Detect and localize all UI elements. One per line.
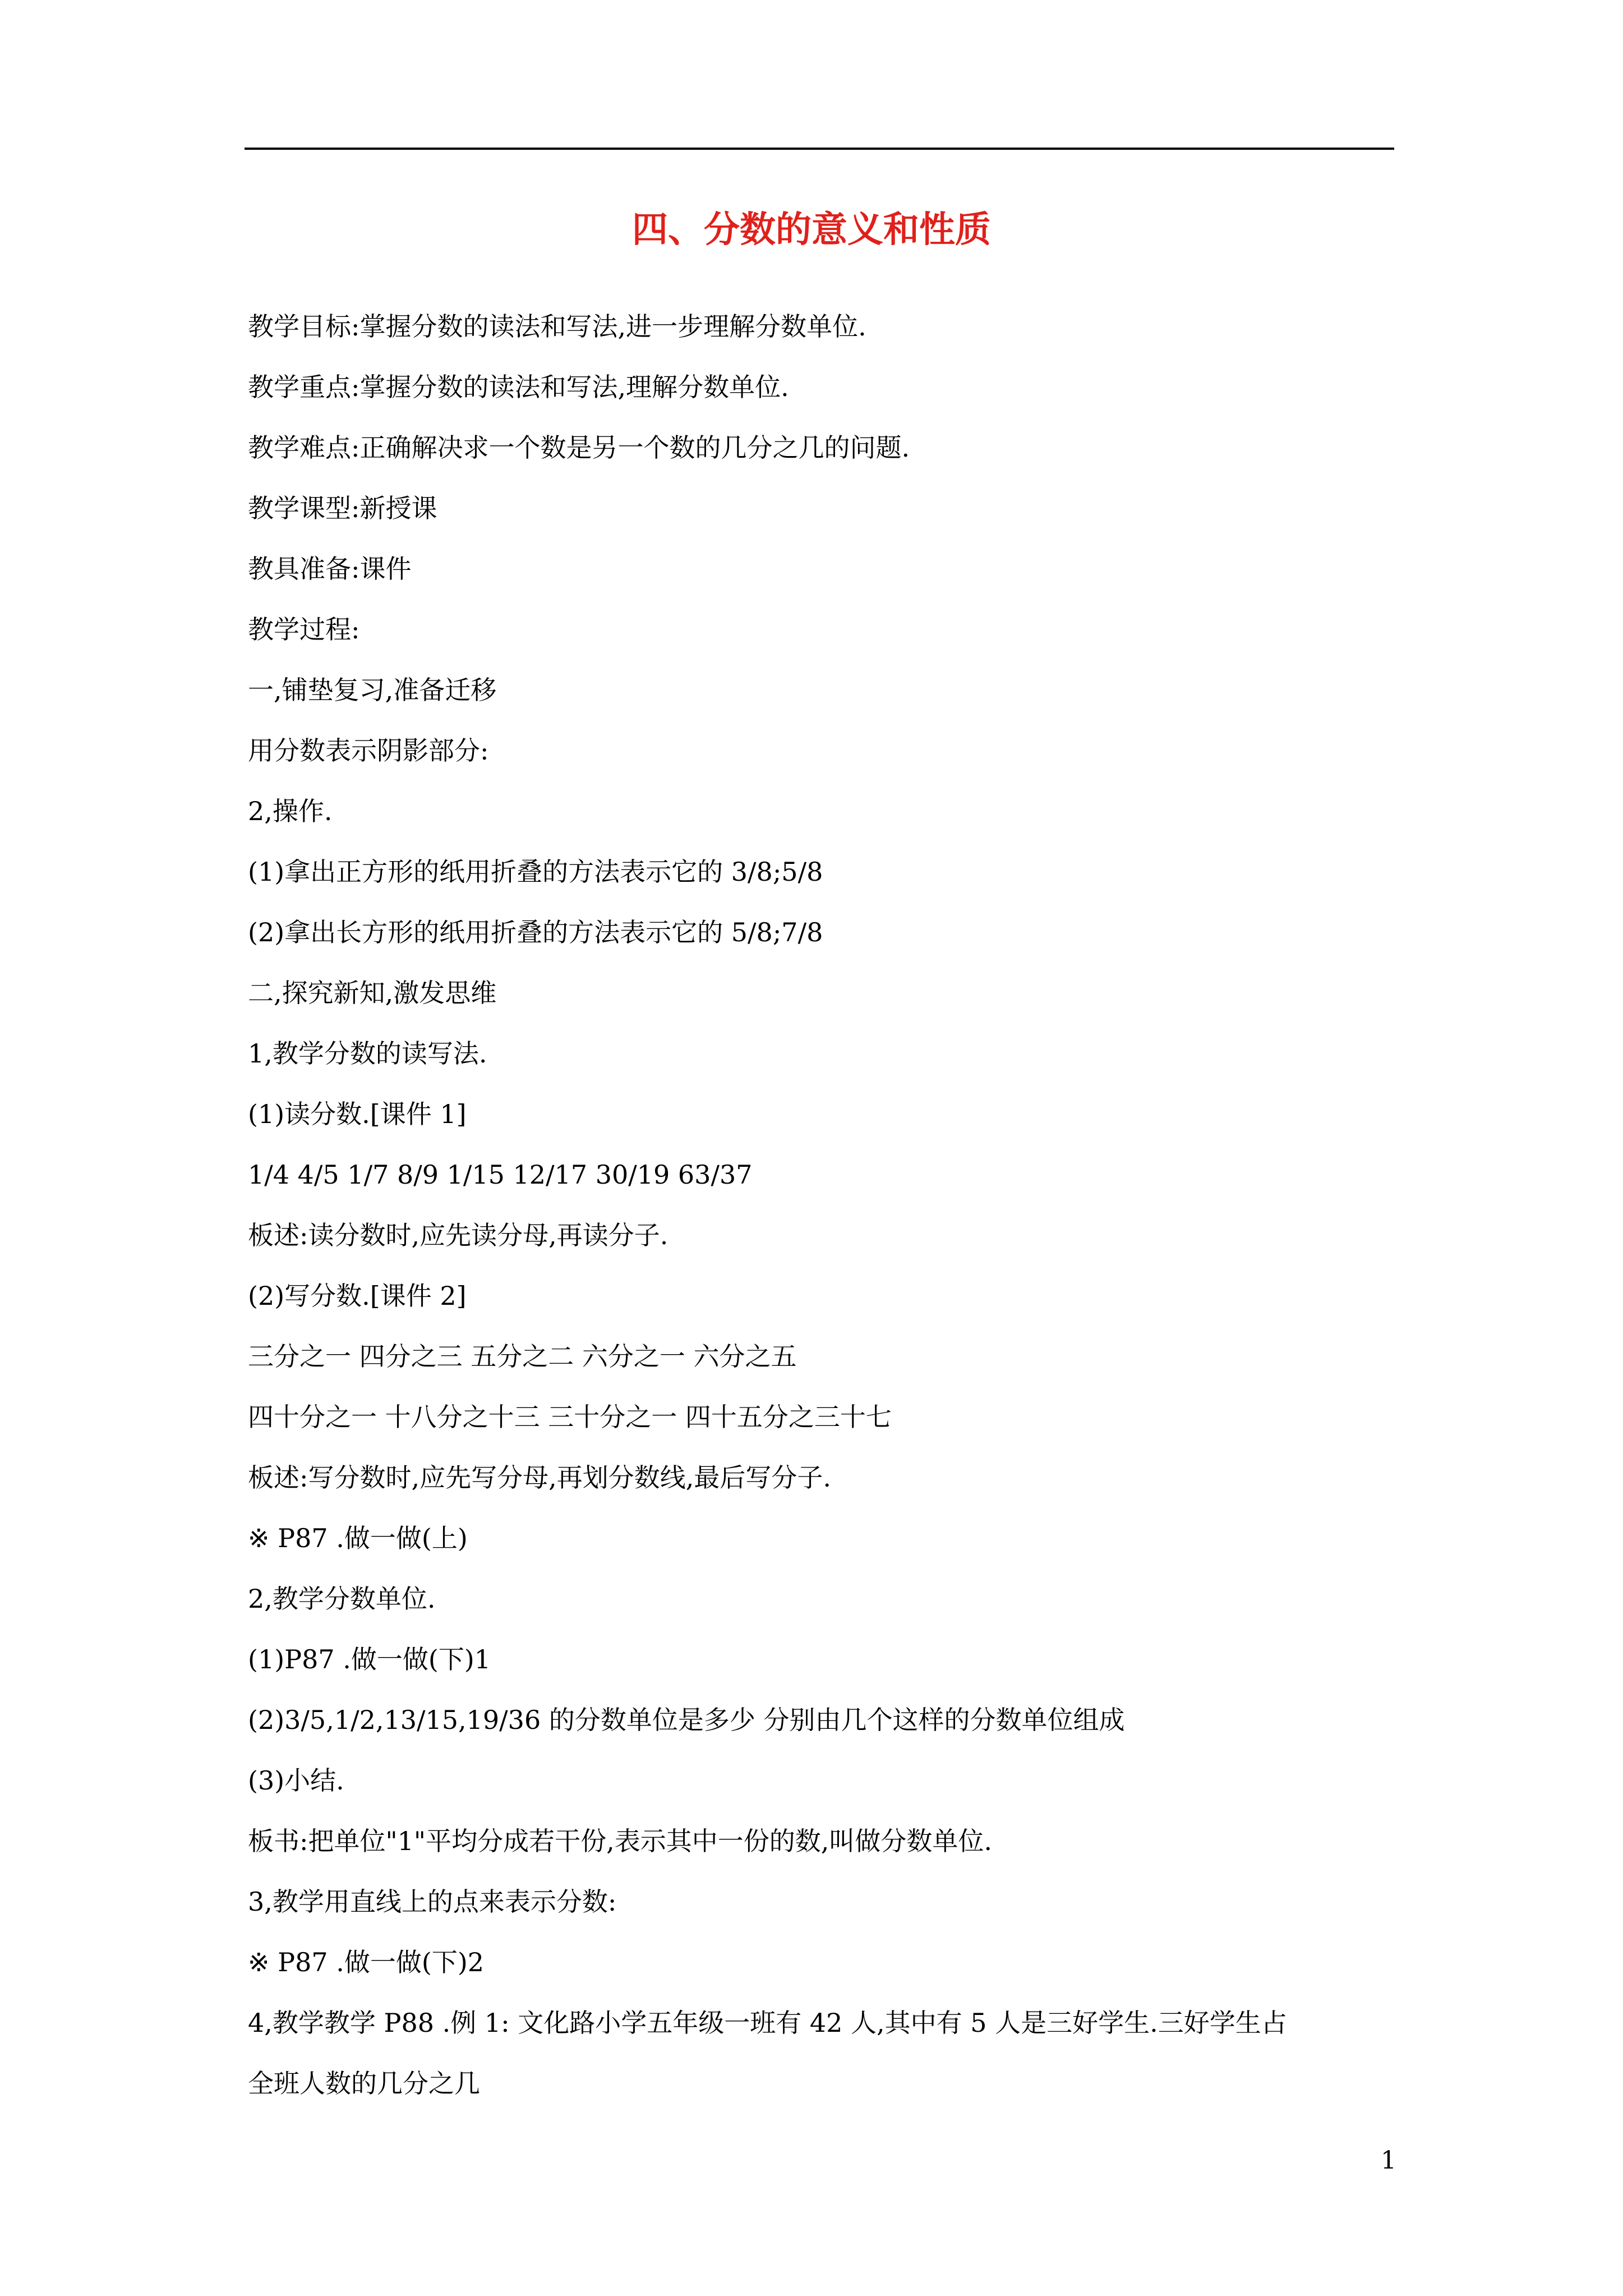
body-line: (1)读分数.[课件 1]	[248, 1099, 467, 1129]
body-line: (1)拿出正方形的纸用折叠的方法表示它的 3/8;5/8	[248, 857, 823, 887]
page-number: 1	[1381, 2146, 1396, 2175]
body-line: 教学难点:正确解决求一个数是另一个数的几分之几的问题.	[248, 432, 910, 463]
document-body	[248, 310, 1403, 2127]
body-line: (2)3/5,1/2,13/15,19/36 的分数单位是多少 分别由几个这样的分数单位组成	[248, 1705, 1125, 1735]
body-line: (2)拿出长方形的纸用折叠的方法表示它的 5/8;7/8	[248, 917, 823, 947]
body-line: 四十分之一 十八分之十三 三十分之一 四十五分之三十七	[248, 1402, 892, 1432]
body-line: 1/4 4/5 1/7 8/9 1/15 12/17 30/19 63/37	[248, 1159, 753, 1190]
body-line: (1)P87 .做一做(下)1	[248, 1644, 491, 1674]
body-line: 教学过程:	[248, 614, 360, 645]
body-line: 板书:把单位"1"平均分成若干份,表示其中一份的数,叫做分数单位.	[248, 1826, 992, 1856]
body-line: 全班人数的几分之几	[248, 2068, 480, 2099]
body-line: 3,教学用直线上的点来表示分数:	[248, 1887, 617, 1917]
body-line: 板述:写分数时,应先写分母,再划分数线,最后写分子.	[248, 1462, 831, 1493]
body-line: 2,操作.	[248, 796, 333, 826]
body-line: 2,教学分数单位.	[248, 1584, 436, 1614]
body-line: 板述:读分数时,应先读分母,再读分子.	[248, 1220, 668, 1250]
body-line: 用分数表示阴影部分:	[248, 735, 489, 766]
document-title: 四、分数的意义和性质	[632, 209, 991, 251]
body-line: ※ P87 .做一做(下)2	[248, 1947, 485, 1977]
body-line: ※ P87 .做一做(上)	[248, 1523, 468, 1553]
body-line: (2)写分数.[课件 2]	[248, 1281, 467, 1311]
body-line: 教学重点:掌握分数的读法和写法,理解分数单位.	[248, 372, 789, 402]
body-line: (3)小结.	[248, 1765, 344, 1796]
header-rule	[245, 148, 1394, 150]
body-line: 三分之一 四分之三 五分之二 六分之一 六分之五	[248, 1341, 797, 1372]
body-line: 一,铺垫复习,准备迁移	[248, 675, 497, 705]
body-line: 二,探究新知,激发思维	[248, 978, 497, 1008]
body-line: 4,教学教学 P88 .例 1: 文化路小学五年级一班有 42 人,其中有 5 人是三好学生.三好学生占	[248, 2008, 1287, 2038]
body-line: 教具准备:课件	[248, 554, 412, 584]
body-line: 1,教学分数的读写法.	[248, 1038, 487, 1069]
body-line: 教学目标:掌握分数的读法和写法,进一步理解分数单位.	[248, 311, 866, 342]
body-line: 教学课型:新授课	[248, 493, 437, 523]
